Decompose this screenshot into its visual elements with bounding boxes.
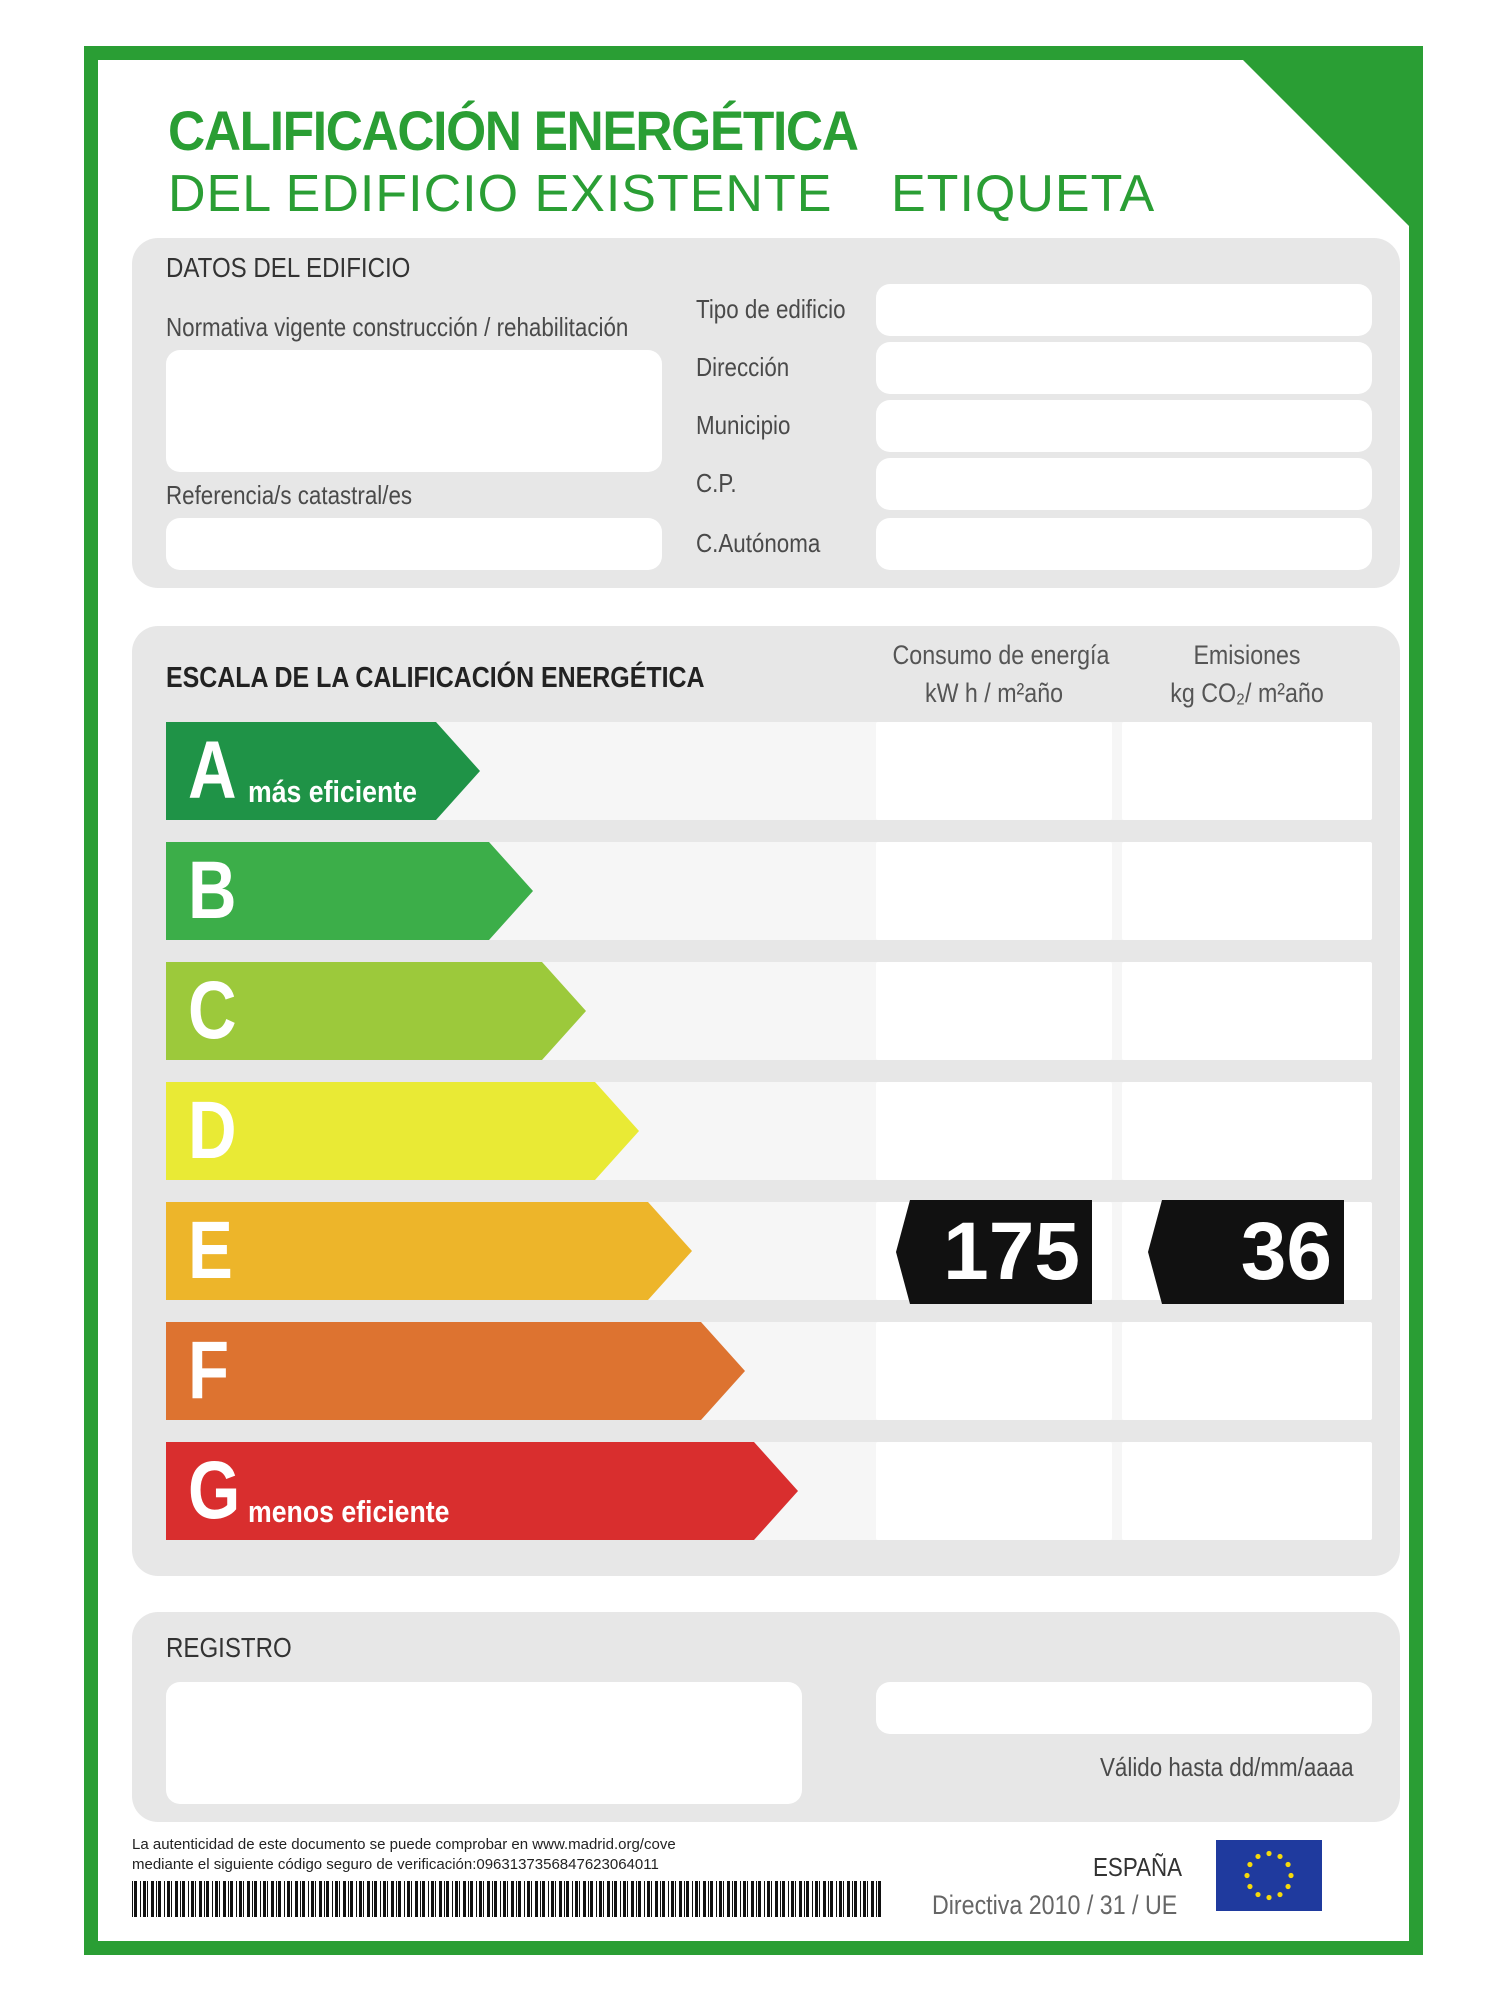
- barcode-bar: [852, 1881, 853, 1917]
- barcode-bar: [507, 1881, 508, 1917]
- barcode-bar: [675, 1881, 676, 1917]
- barcode-bar: [795, 1881, 796, 1917]
- barcode-bar: [692, 1881, 693, 1917]
- barcode-bar: [671, 1881, 674, 1917]
- barcode-bar: [470, 1881, 473, 1917]
- barcode-bar: [695, 1881, 698, 1917]
- barcode-bar: [603, 1881, 604, 1917]
- barcode-bar: [476, 1881, 477, 1917]
- emisiones-rating-badge: [1148, 1200, 1344, 1304]
- emisiones-rating-value: 36: [1240, 1206, 1332, 1297]
- barcode-bar: [422, 1881, 425, 1917]
- barcode-bar: [871, 1881, 874, 1917]
- tipo-edificio-field[interactable]: [876, 284, 1372, 336]
- barcode-bar: [566, 1881, 569, 1917]
- consumo-header-line1: Consumo de energía: [892, 640, 1110, 670]
- barcode-bar: [158, 1881, 161, 1917]
- auth-text-line1: La autenticidad de este documento se puede comprobar en www.madrid.org/cove: [132, 1836, 676, 1853]
- barcode-bar: [686, 1881, 689, 1917]
- barcode-bar: [164, 1881, 165, 1917]
- barcode-bar: [583, 1881, 586, 1917]
- barcode-bar: [287, 1881, 290, 1917]
- barcode-bar: [182, 1881, 185, 1917]
- barcode-bar: [487, 1881, 490, 1917]
- barcode-bar: [564, 1881, 565, 1917]
- barcode-bar: [572, 1881, 573, 1917]
- barcode-bar: [679, 1881, 682, 1917]
- building-data-panel: [132, 238, 1400, 588]
- consumo-cell-f: [876, 1322, 1112, 1420]
- emisiones-cell-d: [1122, 1082, 1372, 1180]
- barcode-bar: [223, 1881, 226, 1917]
- scale-heading: ESCALA DE LA CALIFICACIÓN ENERGÉTICA: [166, 662, 705, 694]
- barcode-bar: [204, 1881, 205, 1917]
- barcode-bar: [703, 1881, 706, 1917]
- barcode-bar: [356, 1881, 357, 1917]
- barcode-bar: [271, 1881, 274, 1917]
- barcode-bar: [644, 1881, 645, 1917]
- barcode-bar: [151, 1881, 154, 1917]
- barcode-bar: [284, 1881, 285, 1917]
- barcode-bar: [631, 1881, 634, 1917]
- barcode-bar: [446, 1881, 449, 1917]
- barcode-bar: [607, 1881, 610, 1917]
- barcode-bar: [483, 1881, 484, 1917]
- barcode-bar: [134, 1881, 137, 1917]
- barcode-bar: [878, 1881, 881, 1917]
- scale-panel: [132, 626, 1400, 1576]
- barcode-bar: [531, 1881, 532, 1917]
- valid-until-label: Válido hasta dd/mm/aaaa: [1100, 1752, 1354, 1782]
- barcode-bar: [599, 1881, 602, 1917]
- barcode-bar: [620, 1881, 621, 1917]
- barcode-bar: [335, 1881, 338, 1917]
- title-line-1: CALIFICACIÓN ENERGÉTICA: [168, 99, 858, 162]
- consumo-cell-b: [876, 842, 1112, 940]
- municipio-field[interactable]: [876, 400, 1372, 452]
- barcode-bar: [863, 1881, 866, 1917]
- emisiones-cell-a: [1122, 722, 1372, 820]
- barcode-bar: [732, 1881, 733, 1917]
- barcode-bar: [782, 1881, 785, 1917]
- registro-heading: REGISTRO: [166, 1632, 292, 1663]
- barcode-bar: [647, 1881, 650, 1917]
- corner-triangle: [1241, 58, 1411, 228]
- barcode-bar: [590, 1881, 593, 1917]
- barcode-bar: [771, 1881, 772, 1917]
- barcode-bar: [710, 1881, 713, 1917]
- cp-label: C.P.: [696, 468, 737, 498]
- barcode-bar: [767, 1881, 770, 1917]
- barcode-bar: [195, 1881, 196, 1917]
- barcode-bar: [623, 1881, 626, 1917]
- barcode-bar: [236, 1881, 237, 1917]
- barcode-bar: [503, 1881, 506, 1917]
- barcode-bar: [326, 1881, 329, 1917]
- barcode-bar: [540, 1881, 541, 1917]
- barcode-bar: [854, 1881, 857, 1917]
- valid-until-field[interactable]: [876, 1682, 1372, 1734]
- barcode-bar: [398, 1881, 401, 1917]
- consumo-cell-c: [876, 962, 1112, 1060]
- barcode-bar: [638, 1881, 641, 1917]
- barcode-bar: [147, 1881, 148, 1917]
- barcode-bar: [756, 1881, 757, 1917]
- class-letter-d: D: [188, 1085, 237, 1176]
- class-arrow-g: [166, 1442, 798, 1540]
- barcode-bar: [555, 1881, 556, 1917]
- barcode-bar: [348, 1881, 349, 1917]
- directive-label: Directiva 2010 / 31 / UE: [932, 1890, 1178, 1920]
- barcode-bar: [551, 1881, 554, 1917]
- barcode-bar: [302, 1881, 305, 1917]
- barcode-bar: [199, 1881, 202, 1917]
- barcode-bar: [263, 1881, 266, 1917]
- barcode-bar: [132, 1881, 133, 1917]
- class-arrow-a: [166, 722, 480, 820]
- barcode-bar: [332, 1881, 333, 1917]
- class-arrow-d: [166, 1082, 639, 1180]
- barcode-bar: [518, 1881, 521, 1917]
- normativa-label: Normativa vigente construcción / rehabilitación: [166, 312, 629, 342]
- barcode-bar: [459, 1881, 460, 1917]
- class-letter-g: G: [188, 1445, 241, 1536]
- barcode-bar: [420, 1881, 421, 1917]
- eu-star: [1277, 1854, 1282, 1859]
- barcode-bar: [188, 1881, 189, 1917]
- barcode-bar: [828, 1881, 829, 1917]
- barcode-bar: [636, 1881, 637, 1917]
- barcode-bar: [655, 1881, 658, 1917]
- barcode-bar: [387, 1881, 388, 1917]
- barcode-bar: [727, 1881, 730, 1917]
- barcode-bar: [206, 1881, 209, 1917]
- eu-star: [1247, 1884, 1252, 1889]
- barcode-bar: [452, 1881, 453, 1917]
- barcode-bar: [463, 1881, 466, 1917]
- barcode-bar: [455, 1881, 458, 1917]
- class-arrow-c: [166, 962, 586, 1060]
- barcode: [132, 1881, 888, 1917]
- consumo-header-unit: kW h / m²año: [924, 678, 1064, 708]
- barcode-bar: [758, 1881, 761, 1917]
- barcode-bar: [372, 1881, 373, 1917]
- barcode-bar: [391, 1881, 394, 1917]
- barcode-bar: [396, 1881, 397, 1917]
- class-letter-e: E: [188, 1205, 233, 1296]
- eu-star: [1255, 1854, 1260, 1859]
- barcode-bar: [247, 1881, 250, 1917]
- consumo-cell-d: [876, 1082, 1112, 1180]
- barcode-bar: [291, 1881, 292, 1917]
- barcode-bar: [836, 1881, 837, 1917]
- barcode-bar: [324, 1881, 325, 1917]
- direccion-field[interactable]: [876, 342, 1372, 394]
- barcode-bar: [435, 1881, 436, 1917]
- barcode-bar: [815, 1881, 818, 1917]
- barcode-bar: [716, 1881, 717, 1917]
- eu-star: [1255, 1892, 1260, 1897]
- referencia-field[interactable]: [166, 518, 662, 570]
- barcode-bar: [708, 1881, 709, 1917]
- consumo-cell-g: [876, 1442, 1112, 1540]
- barcode-bar: [319, 1881, 322, 1917]
- barcode-bar: [267, 1881, 268, 1917]
- barcode-bar: [516, 1881, 517, 1917]
- barcode-bar: [230, 1881, 233, 1917]
- barcode-bar: [812, 1881, 813, 1917]
- barcode-bar: [684, 1881, 685, 1917]
- class-arrow-e: [166, 1202, 692, 1300]
- barcode-bar: [215, 1881, 218, 1917]
- barcode-bar: [651, 1881, 652, 1917]
- barcode-bar: [380, 1881, 381, 1917]
- consumo-header: [892, 636, 1110, 712]
- barcode-bar: [167, 1881, 170, 1917]
- class-letter-f: F: [188, 1325, 230, 1416]
- normativa-field[interactable]: [166, 350, 662, 472]
- barcode-bar: [819, 1881, 820, 1917]
- barcode-bar: [383, 1881, 386, 1917]
- consumo-rating-badge: [896, 1200, 1092, 1304]
- barcode-bar: [140, 1881, 141, 1917]
- barcode-bar: [876, 1881, 877, 1917]
- barcode-bar: [830, 1881, 833, 1917]
- barcode-bar: [431, 1881, 434, 1917]
- class-arrow-b: [166, 842, 533, 940]
- barcode-bar: [614, 1881, 617, 1917]
- barcode-bar: [747, 1881, 748, 1917]
- class-note-g: menos eficiente: [248, 1494, 450, 1529]
- barcode-bar: [171, 1881, 172, 1917]
- barcode-bar: [278, 1881, 281, 1917]
- class-letter-a: A: [188, 725, 237, 816]
- barcode-bar: [734, 1881, 737, 1917]
- consumo-cell-a: [876, 722, 1112, 820]
- barcode-bar: [191, 1881, 194, 1917]
- eu-star: [1285, 1862, 1290, 1867]
- barcode-bar: [579, 1881, 580, 1917]
- barcode-bar: [627, 1881, 628, 1917]
- barcode-bar: [780, 1881, 781, 1917]
- barcode-bar: [415, 1881, 418, 1917]
- eu-star: [1266, 1895, 1271, 1900]
- class-arrow-f: [166, 1322, 745, 1420]
- barcode-bar: [791, 1881, 794, 1917]
- barcode-bar: [788, 1881, 789, 1917]
- barcode-bar: [867, 1881, 868, 1917]
- barcode-bar: [479, 1881, 482, 1917]
- barcode-bar: [843, 1881, 844, 1917]
- barcode-bar: [494, 1881, 497, 1917]
- barcode-bar: [243, 1881, 244, 1917]
- barcode-bar: [511, 1881, 514, 1917]
- emisiones-cell-g: [1122, 1442, 1372, 1540]
- barcode-bar: [804, 1881, 805, 1917]
- barcode-bar: [524, 1881, 525, 1917]
- barcode-bar: [588, 1881, 589, 1917]
- auth-text-line2: mediante el siguiente código seguro de verificación:0963137356847623064011: [132, 1856, 659, 1873]
- barcode-bar: [699, 1881, 700, 1917]
- tipo-edificio-label: Tipo de edificio: [696, 294, 846, 324]
- barcode-bar: [407, 1881, 410, 1917]
- barcode-bar: [339, 1881, 340, 1917]
- emisiones-cell-b: [1122, 842, 1372, 940]
- barcode-bar: [350, 1881, 353, 1917]
- barcode-bar: [806, 1881, 809, 1917]
- barcode-bar: [311, 1881, 314, 1917]
- barcode-bar: [612, 1881, 613, 1917]
- emisiones-cell-c: [1122, 962, 1372, 1060]
- barcode-bar: [668, 1881, 669, 1917]
- barcode-bar: [212, 1881, 213, 1917]
- barcode-bar: [254, 1881, 257, 1917]
- barcode-bar: [764, 1881, 765, 1917]
- barcode-bar: [239, 1881, 242, 1917]
- eu-star: [1266, 1851, 1271, 1856]
- barcode-bar: [799, 1881, 802, 1917]
- eu-star: [1285, 1884, 1290, 1889]
- referencia-label: Referencia/s catastral/es: [166, 480, 413, 510]
- barcode-bar: [363, 1881, 364, 1917]
- label-type: ETIQUETA: [891, 165, 1156, 223]
- eu-star: [1288, 1873, 1293, 1878]
- barcode-bar: [308, 1881, 309, 1917]
- barcode-bar: [500, 1881, 501, 1917]
- municipio-label: Municipio: [696, 410, 791, 440]
- barcode-bar: [775, 1881, 778, 1917]
- class-note-a: más eficiente: [248, 774, 417, 809]
- barcode-bar: [823, 1881, 826, 1917]
- registro-field[interactable]: [166, 1682, 802, 1804]
- cp-field[interactable]: [876, 458, 1372, 510]
- barcode-bar: [743, 1881, 746, 1917]
- barcode-bar: [662, 1881, 665, 1917]
- barcode-bar: [439, 1881, 442, 1917]
- barcode-bar: [411, 1881, 412, 1917]
- barcode-bar: [143, 1881, 146, 1917]
- direccion-label: Dirección: [696, 352, 790, 382]
- barcode-bar: [535, 1881, 538, 1917]
- barcode-bar: [839, 1881, 842, 1917]
- barcode-bar: [723, 1881, 724, 1917]
- barcode-bar: [542, 1881, 545, 1917]
- barcode-bar: [228, 1881, 229, 1917]
- consumo-rating-value: 175: [943, 1206, 1080, 1297]
- eu-flag-icon: [1216, 1840, 1322, 1911]
- class-letter-b: B: [188, 845, 237, 936]
- barcode-bar: [359, 1881, 362, 1917]
- registro-panel: [132, 1612, 1400, 1822]
- barcode-bar: [260, 1881, 261, 1917]
- emisiones-header: [1140, 636, 1355, 712]
- barcode-bar: [295, 1881, 298, 1917]
- barcode-bar: [156, 1881, 157, 1917]
- country-label: ESPAÑA: [1093, 1852, 1183, 1882]
- barcode-bar: [847, 1881, 850, 1917]
- barcode-bar: [367, 1881, 370, 1917]
- barcode-bar: [660, 1881, 661, 1917]
- barcode-bar: [444, 1881, 445, 1917]
- barcode-bar: [548, 1881, 549, 1917]
- barcode-bar: [404, 1881, 405, 1917]
- barcode-bar: [252, 1881, 253, 1917]
- barcode-bar: [343, 1881, 346, 1917]
- barcode-bar: [300, 1881, 301, 1917]
- barcode-bar: [751, 1881, 754, 1917]
- barcode-bar: [596, 1881, 597, 1917]
- energy-label: [84, 46, 1423, 1955]
- emisiones-header-line1: Emisiones: [1193, 640, 1301, 670]
- title-line-2: DEL EDIFICIO EXISTENTE: [168, 165, 833, 223]
- emisiones-header-unit: kg CO₂/ m²año: [1170, 678, 1324, 708]
- comunidad-autonoma-label: C.Autónoma: [696, 528, 821, 558]
- eu-star: [1244, 1873, 1249, 1878]
- barcode-bar: [575, 1881, 578, 1917]
- barcode-bar: [860, 1881, 861, 1917]
- class-letter-c: C: [188, 965, 237, 1056]
- barcode-bar: [374, 1881, 377, 1917]
- barcode-bar: [740, 1881, 741, 1917]
- eu-star: [1247, 1862, 1252, 1867]
- building-data-heading: DATOS DEL EDIFICIO: [166, 252, 411, 283]
- barcode-bar: [276, 1881, 277, 1917]
- barcode-bar: [428, 1881, 429, 1917]
- emisiones-cell-f: [1122, 1322, 1372, 1420]
- barcode-bar: [175, 1881, 178, 1917]
- barcode-bar: [719, 1881, 722, 1917]
- barcode-bar: [468, 1881, 469, 1917]
- barcode-bar: [559, 1881, 562, 1917]
- eu-star: [1277, 1892, 1282, 1897]
- barcode-bar: [492, 1881, 493, 1917]
- barcode-bar: [527, 1881, 530, 1917]
- comunidad-autonoma-field[interactable]: [876, 518, 1372, 570]
- barcode-bar: [219, 1881, 220, 1917]
- barcode-bar: [180, 1881, 181, 1917]
- barcode-bar: [315, 1881, 316, 1917]
